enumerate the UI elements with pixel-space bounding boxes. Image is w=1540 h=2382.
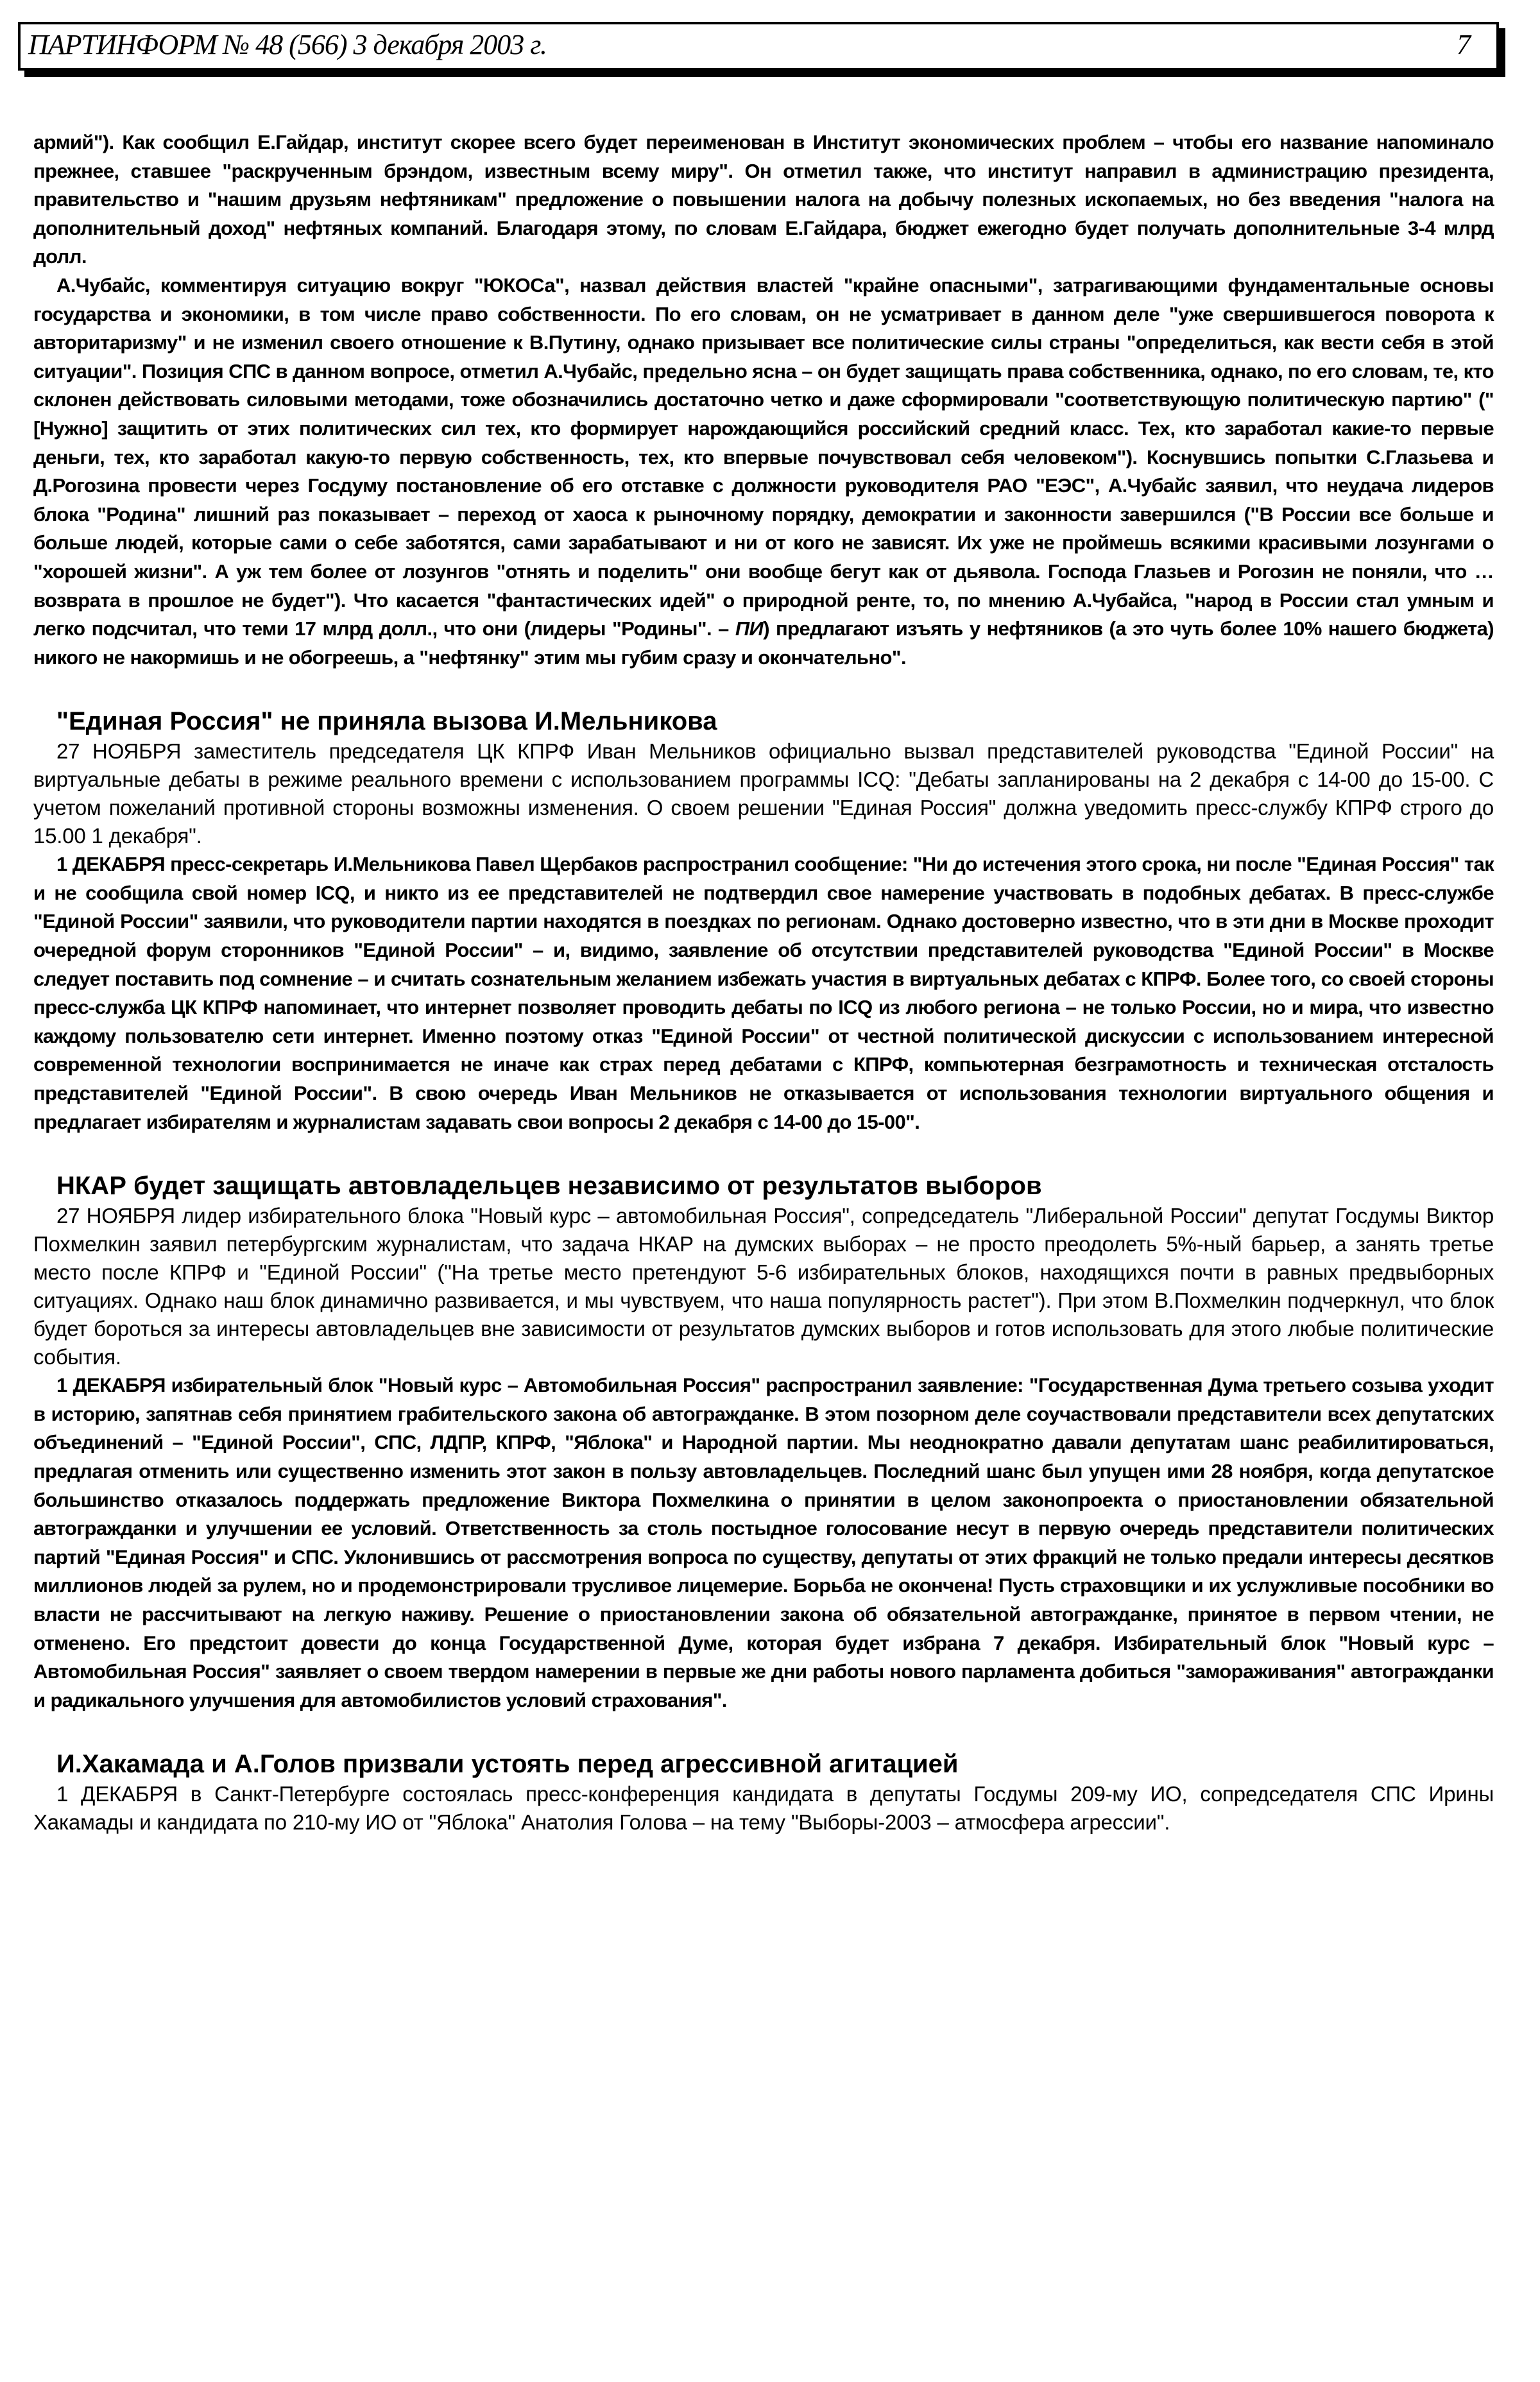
text-run: ) предлагают изъять у нефтяников (а это чуть более 10% нашего бюджета) никого не накормишь и не обогреешь, а "нефтянку" этим мы губим сразу и окончательно". [33, 617, 1494, 669]
paragraph [33, 1780, 1494, 1837]
text-run: 1 ДЕКАБРЯ в Санкт-Петербурге состоялась пресс-конференция кандидата в депутаты Госдумы 209-му ИО, сопредседателя СПС Ирины Хакамады и кандидата по 210-му ИО от "Яблока" Анатолия Голова – на тему "Выборы-2003 – атмосфера агрессии". [33, 1782, 1494, 1835]
article-heading: И.Хакамада и А.Голов призвали устоять перед агрессивной агитацией [56, 1750, 959, 1779]
text-run: армий"). Как сообщил Е.Гайдар, институт скорее всего будет переименован в Институт экономических проблем – чтобы его название напоминало прежнее, ставшее "раскрученным брэндом, известным всему миру". Он отметил также, что институт направил в администрацию президента, правительство и "нашим друзьям нефтяникам" предложение о повышении налога на добычу полезных ископаемых, но без введения "налога на дополнительный доход" нефтяных компаний. Благодаря этому, по словам Е.Гайдара, бюджет ежегодно будет получать дополнительные 3-4 млрд долл. [33, 131, 1494, 268]
paragraph [33, 737, 1494, 850]
article-heading: НКАР будет защищать автовладельцев независимо от результатов выборов [56, 1172, 1042, 1201]
paragraph [33, 271, 1494, 672]
article-heading: "Единая Россия" не приняла вызова И.Мельникова [56, 707, 717, 736]
paragraph [33, 1202, 1494, 1371]
italic-text: ПИ [735, 617, 764, 640]
text-run: 27 НОЯБРЯ лидер избирательного блока "Новый курс – автомобильная Россия", сопредседатель "Либеральной России" депутат Госдумы Виктор Похмелкин заявил петербургским журналистам, что задача НКАР на думских выборах – не просто преодолеть 5%-ный барьер, а занять третье место после КПРФ и "Единой России" ("На третье место претендуют 5-6 избирательных блоков, находящихся почти в равных предвыборных ситуациях. Однако наш блок динамично развивается, и мы чувствуем, что наша популярность растет"). При этом В.Похмелкин подчеркнул, что блок будет бороться за интересы автовладельцев вне зависимости от результатов думских выборов и готов использовать для этого любые политические события. [33, 1204, 1494, 1369]
page-number: 7 [1457, 29, 1471, 60]
publication-title: ПАРТИНФОРМ № 48 (566) 3 декабря 2003 г. [28, 29, 547, 60]
text-run: А.Чубайс, комментируя ситуацию вокруг "ЮКОСа", назвал действия властей "крайне опасными", затрагивающими фундаментальные основы государства и экономики, в том числе право собственности. По его словам, он не усматривает в данном деле "уже свершившегося поворота к авторитаризму" и не изменил своего отношение к В.Путину, однако призывает все политические силы страны "определиться, как вести себя в этой ситуации". Позиция СПС в данном вопросе, отметил А.Чубайс, предельно ясна – он будет защищать права собственника, однако, по его словам, те, кто склонен действовать силовыми методами, тоже обозначились достаточно четко и даже сформировали "соответствующую политическую партию" ("[Нужно] защитить от этих политических сил тех, кто формирует нарождающийся российский средний класс. Тех, кто заработал какие-то первые деньги, тех, кто заработал какую-то первую собственность, тех, кто впервые почувствовал себя человеком"). Коснувшись попытки С.Глазьева и Д.Рогозина провести через Госдуму постановление об его отставке с должности руководителя РАО "ЕЭС", А.Чубайс заявил, что неудача лидеров блока "Родина" лишний раз показывает – переход от хаоса к рыночному порядку, демократии и законности завершился ("В России все больше и больше людей, которые сами о себе заботятся, сами зарабатывают и ни от кого не зависят. Их уже не проймешь всякими красивыми лозунгами о "хорошей жизни". А уж тем более от лозунгов "отнять и поделить" они вообще бегут как от дьявола. Господа Глазьев и Рогозин не поняли, что …возврата в прошлое не будет"). Что касается "фантастических идей" о природной ренте, то, по мнению А.Чубайса, "народ в России стал умным и легко подсчитал, что теми 17 млрд долл., что они (лидеры "Родины". – [33, 273, 1494, 640]
text-run: 27 НОЯБРЯ заместитель председателя ЦК КПРФ Иван Мельников официально вызвал представителей руководства "Единой России" на виртуальные дебаты в режиме реального времени с использованием программы ICQ: "Дебаты запланированы на 2 декабря с 14-00 до 15-00. С учетом пожеланий противной стороны возможны изменения. О своем решении "Единая Россия" должна уведомить пресс-службу КПРФ строго до 15.00 1 декабря". [33, 739, 1494, 848]
paragraph [33, 128, 1494, 271]
article-body [33, 128, 1494, 1837]
paragraph [33, 1371, 1494, 1715]
text-run: 1 ДЕКАБРЯ пресс-секретарь И.Мельникова Павел Щербаков распространил сообщение: "Ни до истечения этого срока, ни после "Единая Россия" так и не сообщила свой номер ICQ, и никто из ее представителей не подтвердил свое намерение участвовать в подобных дебатах. В пресс-службе "Единой России" заявили, что руководители партии находятся в поездках по регионам. Однако достоверно известно, что в эти дни в Москве проходит очередной форум сторонников "Единой России" – и, видимо, заявление об отсутствии представителей руководства "Единой России" в Москве следует поставить под сомнение – и считать сознательным желанием избежать участия в виртуальных дебатах с КПРФ. Более того, со своей стороны пресс-служба ЦК КПРФ напоминает, что интернет позволяет проводить дебаты по ICQ из любого региона – не только России, но и мира, что известно каждому пользователю сети интернет. Именно поэтому отказ "Единой России" от честной политической дискуссии с использованием интересной современной технологии воспринимается не иначе как страх перед дебатами с КПРФ, компьютерная безграмотность и техническая отсталость представителей "Единой России". В свою очередь Иван Мельников не отказывается от использования технологии виртуального общения и предлагает избирателям и журналистам задавать свои вопросы 2 декабря с 14-00 до 15-00". [33, 853, 1494, 1133]
text-run: 1 ДЕКАБРЯ избирательный блок "Новый курс – Автомобильная Россия" распространил заявление: "Государственная Дума третьего созыва уходит в историю, запятнав себя принятием грабительского закона об автогражданке. В этом позорном деле соучаствовали представители всех депутатских объединений – "Единой России", СПС, ЛДПР, КПРФ, "Яблока" и Народной партии. Мы неоднократно давали депутатам шанс реабилитироваться, предлагая отменить или существенно изменить этот закон в пользу автовладельцев. Последний шанс был упущен ими 28 ноября, когда депутатское большинство отказалось поддержать предложение Виктора Похмелкина о принятии в целом законопроекта о приостановлении обязательной автогражданки и улучшении ее условий. Ответственность за столь постыдное голосование несут в первую очередь представители политических партий "Единая Россия" и СПС. Уклонившись от рассмотрения вопроса по существу, депутаты от этих фракций не только предали интересы десятков миллионов людей за рулем, но и продемонстрировали трусливое лицемерие. Борьба не окончена! Пусть страховщики и их услужливые пособники во власти не рассчитывают на легкую наживу. Решение о приостановлении закона об обязательной автогражданке, принятое в первом чтении, не отменено. Его предстоит довести до конца Государственной Думе, которая будет избрана 7 декабря. Избирательный блок "Новый курс – Автомобильная Россия" заявляет о своем твердом намерении в первые же дни работы нового парламента добиться "замораживания" автогражданки и радикального улучшения для автомобилистов условий страхования". [33, 1374, 1494, 1711]
paragraph [33, 850, 1494, 1136]
page-header [18, 22, 1499, 71]
